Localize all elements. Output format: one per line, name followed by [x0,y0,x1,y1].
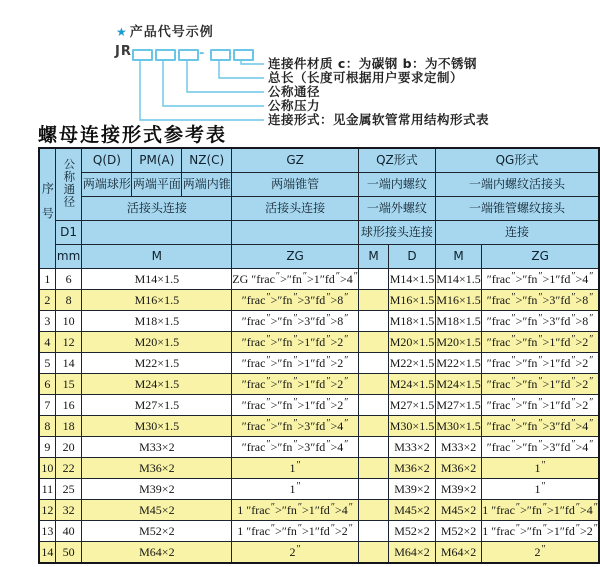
cell-gz-zg: 1 ″frac″>″fn″>1″fd″>4″ [232,500,359,521]
cell-gz-zg: ″frac″>″fn″>3″fd″>4″ [232,416,359,437]
cell-dn-mm: 10 [55,311,82,332]
cell-gz-zg: ″frac″>″fn″>3″fd″>8″ [232,290,359,311]
table-row [39,416,599,437]
table-body [39,269,599,564]
cell-qg-zg: ″frac″>″fn″>1″fd″>2″ [482,353,599,374]
cell-serial: 5 [39,353,55,374]
header-d1: D1 [55,221,82,245]
table-row [39,332,599,353]
cell-qg-zg: ″frac″>″fn″>3″fd″>4″ [482,416,599,437]
cell-serial: 7 [39,395,55,416]
cell-qz-d: M52×2 [389,521,436,542]
header-qz-desc2: 一端外螺纹 [358,197,435,221]
cell-dn-mm: 25 [55,479,82,500]
cell-qz-d: M14×1.5 [389,269,436,290]
code-label-connection: 连接形式：见金属软管常用结构形式表 [268,112,490,127]
cell-serial: 14 [39,542,55,564]
connector-line [219,59,264,78]
cell-qz-m [358,332,388,353]
code-box [210,49,231,61]
cell-serial: 9 [39,437,55,458]
table-row [39,479,599,500]
cell-qg-m: M24×1.5 [435,374,481,395]
connector-line [163,59,264,106]
cell-qg-m: M18×1.5 [435,311,481,332]
cell-gz-zg: ″frac″>″fn″>1″fd″>2″ [232,353,359,374]
cell-dn-mm: 22 [55,458,82,479]
product-code-prefix: JR [115,44,132,59]
cell-qz-m [358,416,388,437]
cell-m: M33×2 [82,437,232,458]
cell-qg-zg: 2″ [482,542,599,564]
cell-qg-zg: 1 ″frac″>″fn″>1″fd″>4″ [482,500,599,521]
cell-qg-m: M52×2 [435,521,481,542]
header-mm: mm [55,245,82,269]
cell-qz-m [358,458,388,479]
cell-qz-m [358,353,388,374]
cell-qz-m [358,395,388,416]
header-qz-connection: 球形接头连接 [358,221,435,245]
cell-m: M16×1.5 [82,290,232,311]
header-empty [232,221,359,245]
cell-qg-m: M39×2 [435,479,481,500]
cell-qg-zg: ″frac″>″fn″>1″fd″>2″ [482,395,599,416]
cell-dn-mm: 20 [55,437,82,458]
header-qg-desc: 一端内螺纹活接头 [435,173,599,197]
code-box [233,49,254,61]
cell-serial: 2 [39,290,55,311]
code-label-diameter: 公称通径 [268,84,321,99]
product-code-heading-text: 产品代号示例 [129,25,214,40]
header-qg: QG形式 [435,148,599,173]
cell-gz-zg: ″frac″>″fn″>1″fd″>2″ [232,332,359,353]
cell-gz-zg: 1″ [232,458,359,479]
cell-qz-m [358,437,388,458]
cell-m: M27×1.5 [82,395,232,416]
cell-m: M14×1.5 [82,269,232,290]
cell-qg-m: M27×1.5 [435,395,481,416]
code-box [155,49,176,61]
cell-gz-zg: ZG ″frac″>″fn″>1″fd″>4″ [232,269,359,290]
cell-m: M36×2 [82,458,232,479]
cell-qg-m: M20×1.5 [435,332,481,353]
cell-qz-d: M64×2 [389,542,436,564]
cell-qg-m: M22×1.5 [435,353,481,374]
cell-m: M22×1.5 [82,353,232,374]
cell-dn-mm: 14 [55,353,82,374]
cell-qz-m [358,542,388,564]
header-qg-connection: 连接 [435,221,599,245]
header-union-connection: 活接头连接 [82,197,232,221]
cell-serial: 11 [39,479,55,500]
header-nz: NZ(C) [182,148,232,173]
cell-dn-mm: 50 [55,542,82,564]
cell-qg-zg: 1″ [482,458,599,479]
header-gz-connection: 活接头连接 [232,197,359,221]
cell-serial: 3 [39,311,55,332]
cell-qg-zg: ″frac″>″fn″>1″fd″>2″ [482,374,599,395]
cell-qz-d: M30×1.5 [389,416,436,437]
table-title: 螺母连接形式参考表 [38,124,228,146]
product-code-diagram [0,0,600,140]
cell-serial: 12 [39,500,55,521]
cell-m: M64×2 [82,542,232,564]
cell-m: M52×2 [82,521,232,542]
header-qz-desc: 一端内螺纹 [358,173,435,197]
cell-m: M18×1.5 [82,311,232,332]
header-qz-d: D [389,245,436,269]
header-qg-m: M [435,245,481,269]
cell-m: M39×2 [82,479,232,500]
table-row [39,437,599,458]
cell-qz-d: M36×2 [389,458,436,479]
cell-qg-zg: ″frac″>″fn″>1″fd″>4″ [482,269,599,290]
cell-serial: 6 [39,374,55,395]
cell-qz-m [358,500,388,521]
code-label-material: 连接件材质 c：为碳钢 b：为不锈钢 [268,56,478,71]
header-qg-desc2: 一端锥管螺纹接头 [435,197,599,221]
cell-gz-zg: ″frac″>″fn″>3″fd″>8″ [232,311,359,332]
table-row [39,458,599,479]
cell-serial: 13 [39,521,55,542]
cell-qg-m: M45×2 [435,500,481,521]
cell-m: M45×2 [82,500,232,521]
table-row [39,500,599,521]
cell-qz-m [358,269,388,290]
cell-qg-zg: 1 ″frac″>″fn″>1″fd″>2″ [482,521,599,542]
cell-qg-zg: ″frac″>″fn″>3″fd″>8″ [482,311,599,332]
cell-qz-d: M16×1.5 [389,290,436,311]
cell-qg-zg: ″frac″>″fn″>3″fd″>8″ [482,290,599,311]
cell-qg-zg: 1″ [482,479,599,500]
cell-qg-m: M64×2 [435,542,481,564]
cell-qz-d: M20×1.5 [389,332,436,353]
cell-qg-m: M16×1.5 [435,290,481,311]
cell-dn-mm: 12 [55,332,82,353]
cell-qz-m [358,374,388,395]
header-empty [82,221,232,245]
header-nz-desc: 两端内锥 [182,173,232,197]
cell-dn-mm: 40 [55,521,82,542]
table-row [39,311,599,332]
cell-qg-m: M33×2 [435,437,481,458]
code-label-length: 总长（长度可根据用户要求定制） [268,70,464,85]
code-separator: - [199,46,205,61]
reference-table [38,147,600,564]
cell-dn-mm: 16 [55,395,82,416]
cell-qz-m [358,311,388,332]
cell-serial: 10 [39,458,55,479]
star-icon: ★ [116,25,128,39]
cell-m: M30×1.5 [82,416,232,437]
table-header [39,148,599,269]
header-serial: 序号 [39,148,55,269]
cell-gz-zg: ″frac″>″fn″>1″fd″>2″ [232,395,359,416]
cell-qz-d: M22×1.5 [389,353,436,374]
cell-qz-d: M27×1.5 [389,395,436,416]
table-row [39,542,599,564]
header-q: Q(D) [82,148,132,173]
table-row [39,395,599,416]
cell-dn-mm: 32 [55,500,82,521]
cell-dn-mm: 15 [55,374,82,395]
header-gz-desc: 两端锥管 [232,173,359,197]
header-nominal-diameter: 公称通径 [55,148,82,221]
cell-gz-zg: 1″ [232,479,359,500]
table-row [39,353,599,374]
cell-dn-mm: 18 [55,416,82,437]
cell-qg-m: M14×1.5 [435,269,481,290]
cell-qz-d: M39×2 [389,479,436,500]
cell-dn-mm: 8 [55,290,82,311]
connector-line [140,59,264,120]
cell-serial: 1 [39,269,55,290]
header-m: M [82,245,232,269]
table-row [39,521,599,542]
header-q-desc: 两端球形 [82,173,132,197]
header-pm: PM(A) [132,148,182,173]
cell-gz-zg: 2″ [232,542,359,564]
cell-qz-m [358,479,388,500]
cell-qz-m [358,521,388,542]
code-label-pressure: 公称压力 [268,98,321,113]
cell-qg-m: M30×1.5 [435,416,481,437]
cell-gz-zg: 1 ″frac″>″fn″>1″fd″>2″ [232,521,359,542]
cell-m: M20×1.5 [82,332,232,353]
header-qz: QZ形式 [358,148,435,173]
table-row [39,374,599,395]
cell-qg-zg: ″frac″>″fn″>1″fd″>2″ [482,332,599,353]
header-gz: GZ [232,148,359,173]
cell-qg-m: M36×2 [435,458,481,479]
cell-serial: 4 [39,332,55,353]
header-pm-desc: 两端平面 [132,173,182,197]
header-qz-m: M [358,245,388,269]
cell-qz-d: M33×2 [389,437,436,458]
cell-qg-zg: ″frac″>″fn″>3″fd″>4″ [482,437,599,458]
code-box [132,49,153,61]
product-code-heading [116,21,214,40]
cell-m: M24×1.5 [82,374,232,395]
code-box [178,49,199,61]
cell-qz-d: M18×1.5 [389,311,436,332]
table-row [39,290,599,311]
cell-serial: 8 [39,416,55,437]
header-qg-zg: ZG [482,245,599,269]
cell-gz-zg: ″frac″>″fn″>1″fd″>2″ [232,374,359,395]
cell-gz-zg: ″frac″>″fn″>3″fd″>4″ [232,437,359,458]
header-zg: ZG [232,245,359,269]
cell-qz-d: M45×2 [389,500,436,521]
connector-line [187,59,264,92]
cell-dn-mm: 6 [55,269,82,290]
table-row [39,269,599,290]
cell-qz-d: M24×1.5 [389,374,436,395]
cell-qz-m [358,290,388,311]
